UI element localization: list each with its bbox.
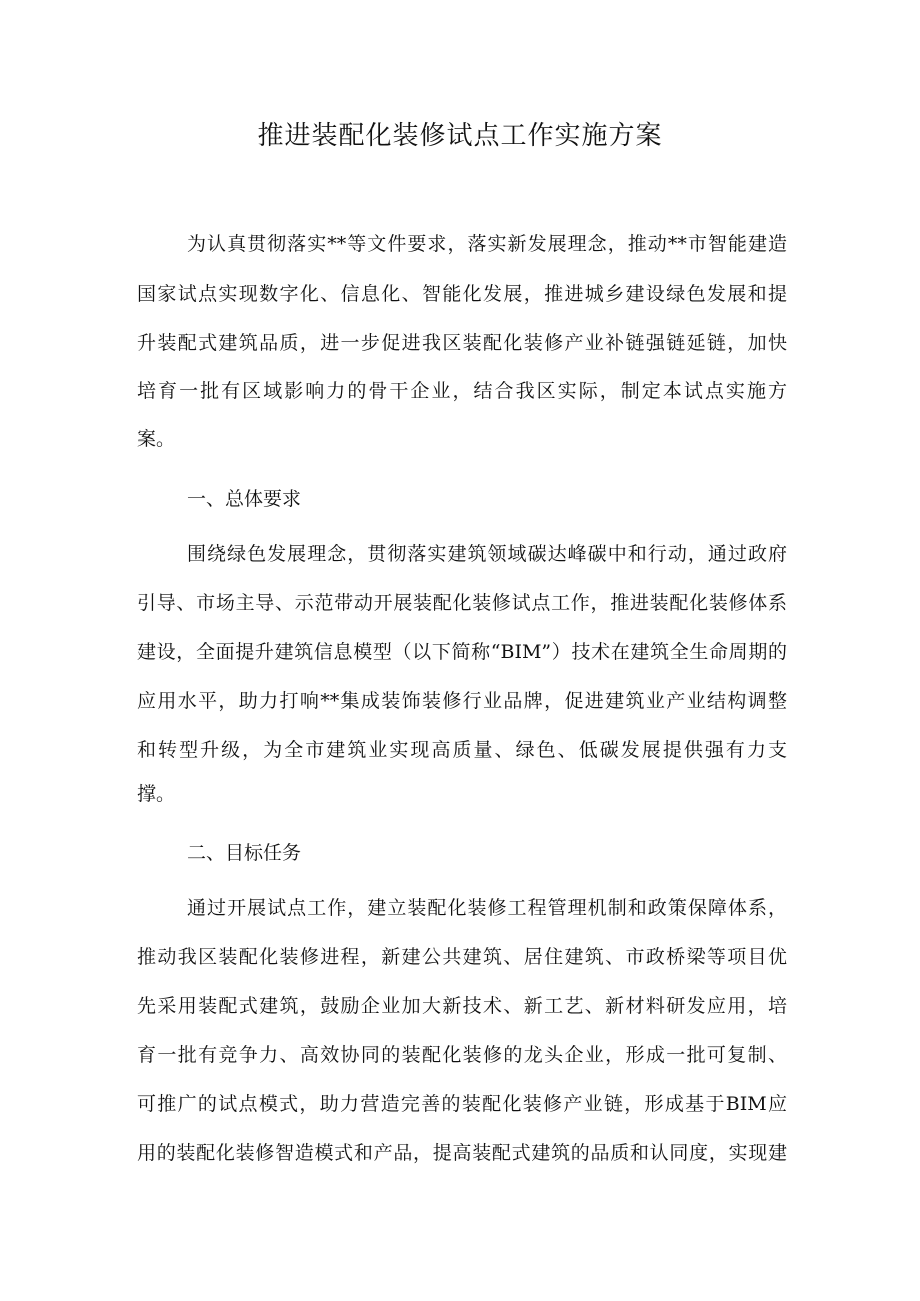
section-2-line-4: 育一批有竞争力、高效协同的装配化装修的龙头企业，形成一批可复制、 — [137, 1044, 787, 1066]
document-title: 推进装配化装修试点工作实施方案 — [257, 121, 663, 151]
section-1-line-6: 撑。 — [137, 783, 176, 805]
intro-line-5: 案。 — [137, 428, 176, 450]
section-2-line-1: 通过开展试点工作，建立装配化装修工程管理机制和政策保障体系， — [187, 897, 787, 919]
section-2-line-6: 用的装配化装修智造模式和产品，提高装配式建筑的品质和认同度，实现建 — [137, 1142, 787, 1164]
intro-line-4: 培育一批有区域影响力的骨干企业，结合我区实际，制定本试点实施方 — [137, 380, 787, 402]
intro-line-1: 为认真贯彻落实**等文件要求，落实新发展理念，推动**市智能建造 — [187, 233, 787, 255]
section-1-line-1: 围绕绿色发展理念，贯彻落实建筑领域碳达峰碳中和行动，通过政府 — [187, 543, 787, 565]
section-2-heading: 二、目标任务 — [187, 842, 302, 864]
section-2-line-2: 推动我区装配化装修进程，新建公共建筑、居住建筑、市政桥梁等项目优 — [137, 946, 787, 968]
section-1-line-5: 和转型升级，为全市建筑业实现高质量、绿色、低碳发展提供强有力支 — [137, 739, 787, 761]
section-1-heading: 一、总体要求 — [187, 488, 302, 510]
section-1-line-3: 建设，全面提升建筑信息模型（以下简称“BIM”）技术在建筑全生命周期的 — [137, 641, 787, 663]
section-2-line-5: 可推广的试点模式，助力营造完善的装配化装修产业链，形成基于BIM应 — [137, 1093, 787, 1115]
intro-line-3: 升装配式建筑品质，进一步促进我区装配化装修产业补链强链延链，加快 — [137, 332, 787, 354]
intro-line-2: 国家试点实现数字化、信息化、智能化发展，推进城乡建设绿色发展和提 — [137, 283, 787, 305]
section-1-line-2: 引导、市场主导、示范带动开展装配化装修试点工作，推进装配化装修体系 — [137, 592, 787, 614]
section-2-line-3: 先采用装配式建筑，鼓励企业加大新技术、新工艺、新材料研发应用，培 — [137, 995, 787, 1017]
section-1-line-4: 应用水平，助力打响**集成装饰装修行业品牌，促进建筑业产业结构调整 — [137, 690, 787, 712]
